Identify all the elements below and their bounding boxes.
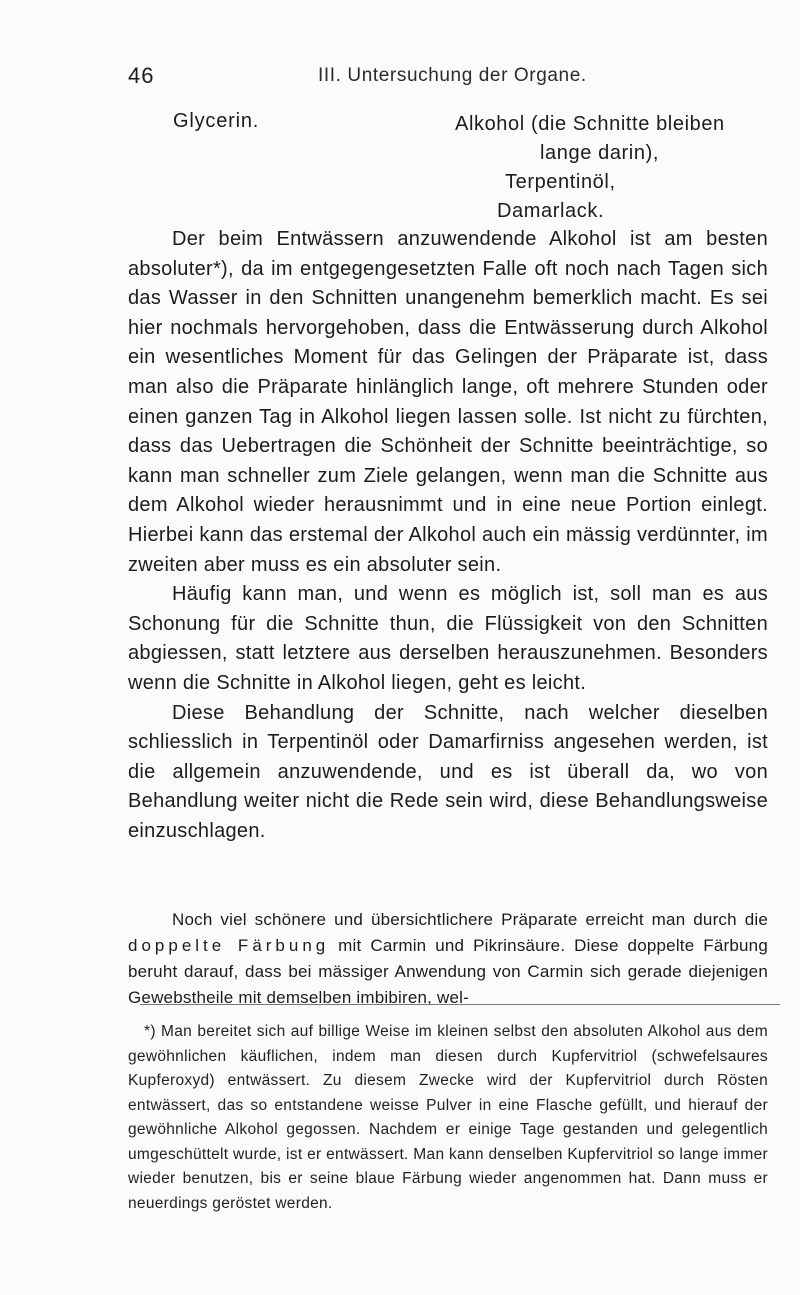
emphasized-term: doppelte Färbung bbox=[128, 936, 330, 955]
paragraph: Diese Behandlung der Schnitte, nach welcher dieselben schliesslich in Terpentinöl oder Damarfirniss angesehen werden, ist die allgemein anzuwendende, und es ist überall da, wo von Behandlung weiter nicht die Rede sein wird, diese Behandlungsweise einzuschlagen. bbox=[128, 701, 768, 842]
page-header bbox=[0, 63, 800, 93]
paragraph: Der beim Entwässern anzuwendende Alkohol ist am besten absoluter*), da im entgegengesetzten Falle oft noch nach Tagen sich das Wasser in den Schnitten unangenehm bemerklich macht. Es sei hier nochmals hervorgehoben, dass die Entwässerung durch Alkohol ein wesentliches Moment für das Gelingen der Präparate ist, dass man also die Präparate hinlänglich lange, oft mehrere Stunden oder einen ganzen Tag in Alkohol liegen lassen solle. Ist nicht zu fürchten, dass das Uebertragen die Schönheit der Schnitte beeinträchtige, so kann man schneller zum Ziele gelangen, wenn man die Schnitte aus dem Alkohol wieder herausnimmt und in eine neue Portion einlegt. Hierbei kann das erstemal der Alkohol auch ein mässig verdünnter, im zweiten aber muss es ein absoluter sein. bbox=[128, 228, 768, 576]
body-text bbox=[128, 225, 768, 846]
footnote-text: *) Man bereitet sich auf billige Weise im kleinen selbst den absoluten Alkohol aus dem gewöhnlichen käuflichen, indem man diesen durch Kupfervitriol (schwefelsaures Kupferoxyd) entwässert. Zu diesem Zwecke wird der Kupfervitriol durch Rösten entwässert, das so entstandene weisse Pulver in eine Flasche gefüllt, und hierauf der gewöhnliche Alkohol gegossen. Nachdem er einige Tage gestanden und gelegentlich umgeschüttelt wurde, ist er entwässert. Man kann denselben Kupfervitriol so lange immer wieder benutzen, bis er seine blaue Färbung wieder angenommen hat. Dann muss er neuerdings geröstet werden. bbox=[128, 1023, 768, 1212]
running-head: III. Untersuchung der Organe. bbox=[318, 65, 587, 86]
list-item: Terpentinöl, bbox=[505, 171, 616, 193]
page-number: 46 bbox=[128, 63, 155, 88]
paragraph bbox=[128, 907, 768, 1011]
footnote-divider bbox=[140, 1004, 780, 1005]
footnote bbox=[128, 1020, 768, 1216]
text-run: Noch viel schönere und übersichtlichere Präparate erreicht man durch die bbox=[172, 910, 768, 929]
paragraph: Häufig kann man, und wenn es möglich ist, soll man es aus Schonung für die Schnitte thun, die Flüssigkeit von den Schnitten abgiessen, statt letztere aus derselben herauszunehmen. Besonders wenn die Schnitte in Alkohol liegen, geht es leicht. bbox=[128, 583, 768, 694]
list-right-column bbox=[455, 110, 775, 226]
list-item: Alkohol (die Schnitte bleiben bbox=[455, 113, 725, 135]
list-left-item: Glycerin. bbox=[173, 110, 260, 132]
list-item: Damarlack. bbox=[497, 200, 605, 222]
list-item: lange darin), bbox=[540, 142, 659, 164]
small-print-text bbox=[128, 907, 768, 1011]
text-run: mit Carmin und Pikrinsäure. Diese doppelte Färbung beruht darauf, dass bei mässiger Anwendung von Carmin sich gerade diejenigen Gewebstheile mit demselben imbibiren, wel- bbox=[128, 936, 768, 1007]
